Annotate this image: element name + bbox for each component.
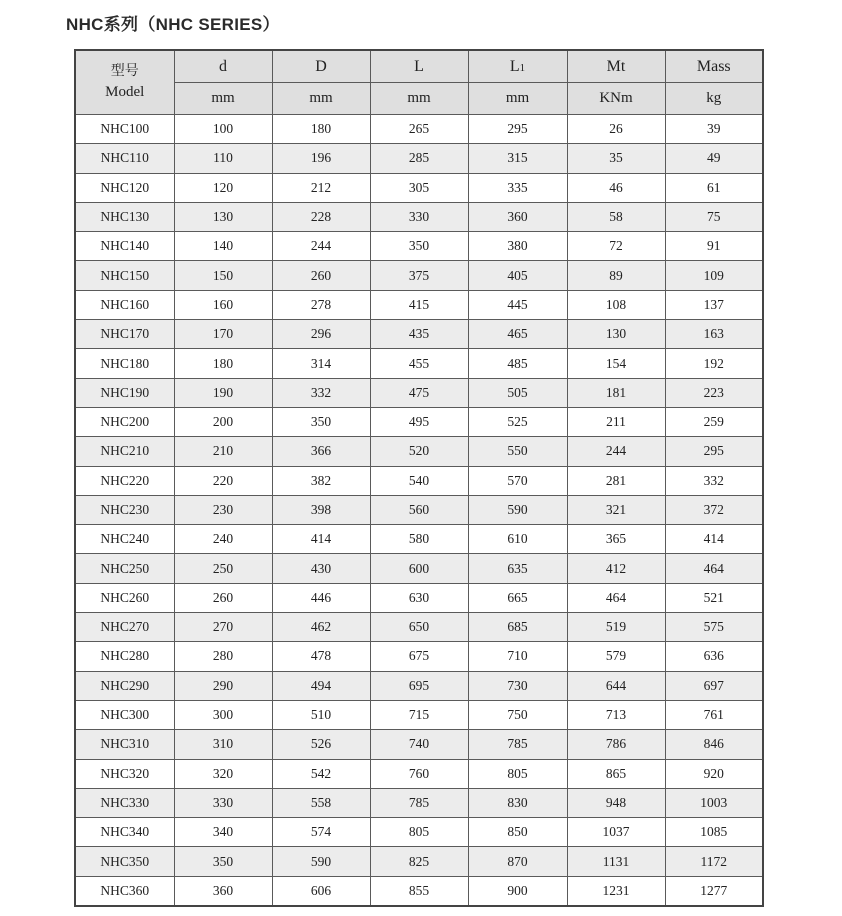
value-cell: 244: [272, 232, 370, 261]
table-row: [75, 818, 763, 847]
value-cell: 315: [468, 144, 567, 173]
column-subscript: 1: [519, 61, 526, 74]
value-cell: 278: [272, 290, 370, 319]
model-cell: NHC190: [75, 378, 174, 407]
table-row: [75, 173, 763, 202]
model-cell: NHC200: [75, 407, 174, 436]
value-cell: 865: [567, 759, 665, 788]
value-cell: 445: [468, 290, 567, 319]
model-cell: NHC280: [75, 642, 174, 671]
value-cell: 695: [370, 671, 468, 700]
value-cell: 108: [567, 290, 665, 319]
model-cell: NHC220: [75, 466, 174, 495]
table-row: [75, 525, 763, 554]
table-row: [75, 261, 763, 290]
value-cell: 130: [567, 320, 665, 349]
value-cell: 900: [468, 876, 567, 906]
value-cell: 320: [174, 759, 272, 788]
model-cell: NHC130: [75, 202, 174, 231]
model-cell: NHC120: [75, 173, 174, 202]
value-cell: 414: [665, 525, 763, 554]
value-cell: 414: [272, 525, 370, 554]
value-cell: 61: [665, 173, 763, 202]
column-header-Mass: [665, 50, 763, 83]
value-cell: 570: [468, 466, 567, 495]
value-cell: 244: [567, 437, 665, 466]
value-cell: 464: [665, 554, 763, 583]
value-cell: 430: [272, 554, 370, 583]
table-body: [75, 115, 763, 907]
model-cell: NHC210: [75, 437, 174, 466]
value-cell: 100: [174, 115, 272, 144]
value-cell: 715: [370, 700, 468, 729]
value-cell: 332: [665, 466, 763, 495]
value-cell: 455: [370, 349, 468, 378]
column-name: Mt: [606, 57, 626, 75]
value-cell: 382: [272, 466, 370, 495]
value-cell: 785: [468, 730, 567, 759]
value-cell: 710: [468, 642, 567, 671]
table-row: [75, 583, 763, 612]
model-cell: NHC350: [75, 847, 174, 876]
value-cell: 109: [665, 261, 763, 290]
value-cell: 697: [665, 671, 763, 700]
value-cell: 1131: [567, 847, 665, 876]
header-row-units: [75, 83, 763, 115]
column-header-d: [174, 50, 272, 83]
value-cell: 180: [174, 349, 272, 378]
value-cell: 760: [370, 759, 468, 788]
value-cell: 350: [370, 232, 468, 261]
column-name: L: [509, 57, 520, 75]
value-cell: 805: [468, 759, 567, 788]
value-cell: 295: [468, 115, 567, 144]
value-cell: 240: [174, 525, 272, 554]
value-cell: 855: [370, 876, 468, 906]
value-cell: 160: [174, 290, 272, 319]
column-name: L: [414, 57, 424, 75]
value-cell: 180: [272, 115, 370, 144]
value-cell: 560: [370, 495, 468, 524]
table-row: [75, 466, 763, 495]
value-cell: 75: [665, 202, 763, 231]
model-cell: NHC240: [75, 525, 174, 554]
value-cell: 920: [665, 759, 763, 788]
value-cell: 211: [567, 407, 665, 436]
value-cell: 525: [468, 407, 567, 436]
value-cell: 494: [272, 671, 370, 700]
model-cell: NHC290: [75, 671, 174, 700]
value-cell: 505: [468, 378, 567, 407]
value-cell: 464: [567, 583, 665, 612]
model-header-en: Model: [105, 83, 145, 100]
value-cell: 526: [272, 730, 370, 759]
value-cell: 740: [370, 730, 468, 759]
column-name: d: [219, 57, 227, 75]
value-cell: 850: [468, 818, 567, 847]
value-cell: 574: [272, 818, 370, 847]
value-cell: 300: [174, 700, 272, 729]
value-cell: 192: [665, 349, 763, 378]
model-cell: NHC150: [75, 261, 174, 290]
value-cell: 465: [468, 320, 567, 349]
model-cell: NHC310: [75, 730, 174, 759]
table-row: [75, 642, 763, 671]
value-cell: 1003: [665, 788, 763, 817]
value-cell: 600: [370, 554, 468, 583]
value-cell: 870: [468, 847, 567, 876]
value-cell: 321: [567, 495, 665, 524]
model-cell: NHC180: [75, 349, 174, 378]
value-cell: 310: [174, 730, 272, 759]
value-cell: 360: [174, 876, 272, 906]
value-cell: 685: [468, 613, 567, 642]
value-cell: 495: [370, 407, 468, 436]
value-cell: 360: [468, 202, 567, 231]
value-cell: 366: [272, 437, 370, 466]
value-cell: 350: [174, 847, 272, 876]
value-cell: 223: [665, 378, 763, 407]
model-cell: NHC110: [75, 144, 174, 173]
value-cell: 948: [567, 788, 665, 817]
value-cell: 58: [567, 202, 665, 231]
value-cell: 606: [272, 876, 370, 906]
value-cell: 228: [272, 202, 370, 231]
value-cell: 846: [665, 730, 763, 759]
value-cell: 72: [567, 232, 665, 261]
model-cell: NHC260: [75, 583, 174, 612]
table-row: [75, 759, 763, 788]
unit-header-L1: mm: [468, 83, 567, 115]
value-cell: 196: [272, 144, 370, 173]
value-cell: 542: [272, 759, 370, 788]
value-cell: 140: [174, 232, 272, 261]
value-cell: 519: [567, 613, 665, 642]
model-cell: NHC330: [75, 788, 174, 817]
table-row: [75, 378, 763, 407]
unit-header-d: mm: [174, 83, 272, 115]
value-cell: 575: [665, 613, 763, 642]
unit-header-Mass: kg: [665, 83, 763, 115]
value-cell: 270: [174, 613, 272, 642]
value-cell: 713: [567, 700, 665, 729]
value-cell: 35: [567, 144, 665, 173]
value-cell: 260: [272, 261, 370, 290]
value-cell: 280: [174, 642, 272, 671]
value-cell: 1037: [567, 818, 665, 847]
value-cell: 521: [665, 583, 763, 612]
column-name: Mass: [696, 57, 731, 75]
table-row: [75, 495, 763, 524]
value-cell: 120: [174, 173, 272, 202]
value-cell: 314: [272, 349, 370, 378]
value-cell: 259: [665, 407, 763, 436]
value-cell: 550: [468, 437, 567, 466]
table-row: [75, 115, 763, 144]
value-cell: 665: [468, 583, 567, 612]
value-cell: 675: [370, 642, 468, 671]
value-cell: 26: [567, 115, 665, 144]
value-cell: 786: [567, 730, 665, 759]
value-cell: 181: [567, 378, 665, 407]
table-row: [75, 437, 763, 466]
model-cell: NHC360: [75, 876, 174, 906]
column-header-L: [370, 50, 468, 83]
value-cell: 805: [370, 818, 468, 847]
value-cell: 435: [370, 320, 468, 349]
value-cell: 579: [567, 642, 665, 671]
value-cell: 110: [174, 144, 272, 173]
value-cell: 350: [272, 407, 370, 436]
unit-header-L: mm: [370, 83, 468, 115]
model-cell: NHC300: [75, 700, 174, 729]
table-row: [75, 290, 763, 319]
value-cell: 335: [468, 173, 567, 202]
value-cell: 296: [272, 320, 370, 349]
value-cell: 212: [272, 173, 370, 202]
value-cell: 785: [370, 788, 468, 817]
value-cell: 636: [665, 642, 763, 671]
table-row: [75, 349, 763, 378]
value-cell: 154: [567, 349, 665, 378]
value-cell: 1085: [665, 818, 763, 847]
value-cell: 200: [174, 407, 272, 436]
model-cell: NHC340: [75, 818, 174, 847]
column-header-D: [272, 50, 370, 83]
value-cell: 46: [567, 173, 665, 202]
header-row-names: [75, 50, 763, 83]
value-cell: 230: [174, 495, 272, 524]
unit-header-Mt: KNm: [567, 83, 665, 115]
value-cell: 265: [370, 115, 468, 144]
table-row: [75, 320, 763, 349]
table-row: [75, 788, 763, 817]
model-cell: NHC140: [75, 232, 174, 261]
value-cell: 730: [468, 671, 567, 700]
value-cell: 405: [468, 261, 567, 290]
column-header-L1: [468, 50, 567, 83]
unit-header-D: mm: [272, 83, 370, 115]
value-cell: 49: [665, 144, 763, 173]
value-cell: 130: [174, 202, 272, 231]
table-row: [75, 671, 763, 700]
value-cell: 91: [665, 232, 763, 261]
value-cell: 590: [468, 495, 567, 524]
value-cell: 1172: [665, 847, 763, 876]
model-header-cn: 型号: [110, 63, 139, 79]
model-cell: NHC250: [75, 554, 174, 583]
value-cell: 825: [370, 847, 468, 876]
value-cell: 558: [272, 788, 370, 817]
value-cell: 170: [174, 320, 272, 349]
column-name: D: [315, 57, 327, 75]
value-cell: 260: [174, 583, 272, 612]
value-cell: 150: [174, 261, 272, 290]
value-cell: 475: [370, 378, 468, 407]
value-cell: 372: [665, 495, 763, 524]
table-row: [75, 613, 763, 642]
value-cell: 330: [370, 202, 468, 231]
model-cell: NHC320: [75, 759, 174, 788]
model-cell: NHC170: [75, 320, 174, 349]
model-cell: NHC270: [75, 613, 174, 642]
value-cell: 250: [174, 554, 272, 583]
table-row: [75, 700, 763, 729]
value-cell: 1277: [665, 876, 763, 906]
value-cell: 89: [567, 261, 665, 290]
value-cell: 305: [370, 173, 468, 202]
value-cell: 520: [370, 437, 468, 466]
value-cell: 281: [567, 466, 665, 495]
nhc-series-table: [74, 49, 764, 907]
value-cell: 290: [174, 671, 272, 700]
value-cell: 415: [370, 290, 468, 319]
value-cell: 610: [468, 525, 567, 554]
model-cell: NHC100: [75, 115, 174, 144]
value-cell: 1231: [567, 876, 665, 906]
value-cell: 446: [272, 583, 370, 612]
page-title: NHC系列（NHC SERIES）: [66, 15, 280, 34]
value-cell: 644: [567, 671, 665, 700]
value-cell: 510: [272, 700, 370, 729]
value-cell: 39: [665, 115, 763, 144]
value-cell: 210: [174, 437, 272, 466]
value-cell: 163: [665, 320, 763, 349]
value-cell: 220: [174, 466, 272, 495]
value-cell: 485: [468, 349, 567, 378]
table-row: [75, 876, 763, 906]
value-cell: 462: [272, 613, 370, 642]
table-row: [75, 847, 763, 876]
value-cell: 580: [370, 525, 468, 554]
value-cell: 761: [665, 700, 763, 729]
value-cell: 190: [174, 378, 272, 407]
value-cell: 375: [370, 261, 468, 290]
value-cell: 137: [665, 290, 763, 319]
value-cell: 330: [174, 788, 272, 817]
value-cell: 285: [370, 144, 468, 173]
column-header-Mt: [567, 50, 665, 83]
value-cell: 332: [272, 378, 370, 407]
table-header: [75, 50, 763, 115]
table-row: [75, 144, 763, 173]
table-row: [75, 730, 763, 759]
model-cell: NHC160: [75, 290, 174, 319]
value-cell: 540: [370, 466, 468, 495]
value-cell: 750: [468, 700, 567, 729]
value-cell: 340: [174, 818, 272, 847]
value-cell: 590: [272, 847, 370, 876]
value-cell: 635: [468, 554, 567, 583]
model-column-header: [75, 50, 174, 115]
table-row: [75, 202, 763, 231]
value-cell: 380: [468, 232, 567, 261]
table-row: [75, 407, 763, 436]
model-cell: NHC230: [75, 495, 174, 524]
table-row: [75, 554, 763, 583]
value-cell: 365: [567, 525, 665, 554]
value-cell: 478: [272, 642, 370, 671]
value-cell: 630: [370, 583, 468, 612]
value-cell: 830: [468, 788, 567, 817]
value-cell: 398: [272, 495, 370, 524]
value-cell: 295: [665, 437, 763, 466]
value-cell: 412: [567, 554, 665, 583]
value-cell: 650: [370, 613, 468, 642]
table-row: [75, 232, 763, 261]
